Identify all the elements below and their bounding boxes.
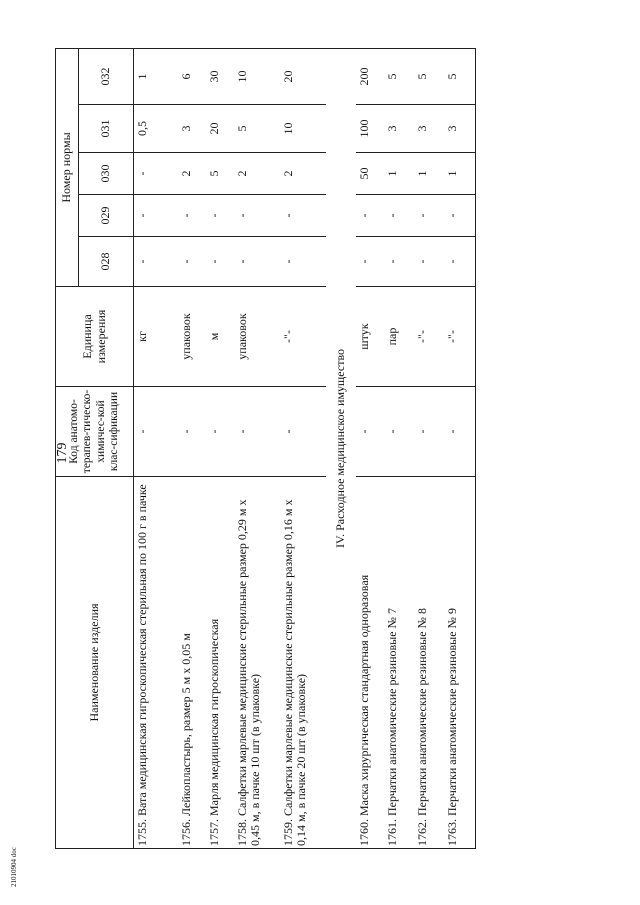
item-code: - — [414, 387, 444, 477]
item-number: 1759. — [280, 819, 295, 846]
item-number: 1763. — [444, 819, 459, 846]
norm-028-value: - — [206, 237, 234, 287]
item-unit: -"- — [414, 287, 444, 387]
norm-029-value: - — [280, 195, 326, 237]
item-code: - — [206, 387, 234, 477]
header-norm-029: 029 — [79, 195, 134, 237]
norm-031-value: 5 — [234, 105, 280, 153]
norm-029-value: - — [178, 195, 206, 237]
norm-031-value: 3 — [444, 105, 476, 153]
norm-030-value: 1 — [414, 153, 444, 195]
norm-028-value: - — [384, 237, 414, 287]
item-unit: упаковок — [178, 287, 206, 387]
header-norm-031: 031 — [79, 105, 134, 153]
norm-032-value: 20 — [280, 48, 326, 104]
norm-030-value: 2 — [280, 153, 326, 195]
norm-030-value: 2 — [234, 153, 280, 195]
norm-030-value: 2 — [178, 153, 206, 195]
footer-code: 21010904 doc — [10, 847, 18, 887]
norm-031-value: 3 — [384, 105, 414, 153]
norm-031-value: 10 — [280, 105, 326, 153]
item-code: - — [178, 387, 206, 477]
item-name: Салфетки марлевые медицинские стерильные размер 0,16 м х 0,14 м, в пачке 20 шт (в упаковке) — [280, 499, 309, 846]
item-number: 1762. — [414, 819, 429, 846]
norm-028-value: - — [280, 237, 326, 287]
norm-032-value: 200 — [356, 48, 384, 104]
item-name-cell — [384, 477, 414, 849]
item-name: Лейкопластырь, размер 5 м х 0,05 м — [178, 633, 193, 816]
norm-032-value: 1 — [134, 48, 178, 104]
item-unit: -"- — [444, 287, 476, 387]
item-code: - — [134, 387, 178, 477]
item-unit: штук — [356, 287, 384, 387]
header-norm-group: Номер нормы — [56, 48, 79, 286]
item-unit: -"- — [280, 287, 326, 387]
item-unit: м — [206, 287, 234, 387]
table-body — [134, 48, 476, 848]
item-name: Вата медицинская гигроскопическая стерильная по 100 г в пачке — [135, 484, 149, 816]
item-name-cell — [234, 477, 280, 849]
item-code: - — [384, 387, 414, 477]
item-name: Марля медицинская гигроскопическая — [206, 618, 221, 816]
norm-029-value: - — [134, 195, 178, 237]
header-code: Код анатомо-терапев-тическо-химичес-кой клас-сификации — [56, 387, 134, 477]
item-code: - — [234, 387, 280, 477]
norm-030-value: 50 — [356, 153, 384, 195]
table-row — [356, 48, 384, 848]
item-name-cell — [444, 477, 476, 849]
norm-029-value: - — [356, 195, 384, 237]
section-title: IV. Расходное медицинское имущество — [326, 48, 356, 848]
header-name: Наименование изделия — [56, 477, 134, 849]
item-name-cell — [414, 477, 444, 849]
item-name-cell — [206, 477, 234, 849]
item-number: 1757. — [206, 819, 221, 846]
item-unit: упаковок — [234, 287, 280, 387]
table-row — [134, 48, 178, 848]
norms-table — [55, 48, 476, 849]
item-code: - — [444, 387, 476, 477]
norm-032-value: 30 — [206, 48, 234, 104]
table-row — [414, 48, 444, 848]
table-row — [280, 48, 326, 848]
norm-032-value: 5 — [414, 48, 444, 104]
norm-032-value: 5 — [384, 48, 414, 104]
item-name-cell — [178, 477, 206, 849]
header-norm-032: 032 — [79, 48, 134, 104]
norm-029-value: - — [414, 195, 444, 237]
norm-029-value: - — [444, 195, 476, 237]
norm-028-value: - — [178, 237, 206, 287]
item-name: Перчатки анатомические резиновые № 7 — [384, 607, 399, 816]
header-norm-028: 028 — [79, 237, 134, 287]
item-number: 1760. — [356, 819, 371, 846]
norm-030-value: 5 — [206, 153, 234, 195]
table-row — [444, 48, 476, 848]
item-number: 1755. — [135, 819, 149, 846]
norm-028-value: - — [134, 237, 178, 287]
item-number: 1761. — [384, 819, 399, 846]
norm-029-value: - — [206, 195, 234, 237]
table-row — [206, 48, 234, 848]
item-name-cell — [280, 477, 326, 849]
norm-028-value: - — [356, 237, 384, 287]
norm-032-value: 6 — [178, 48, 206, 104]
norm-029-value: - — [234, 195, 280, 237]
item-code: - — [280, 387, 326, 477]
norm-028-value: - — [444, 237, 476, 287]
item-number: 1756. — [178, 819, 193, 846]
norm-028-value: - — [234, 237, 280, 287]
item-unit: пар — [384, 287, 414, 387]
header-unit: Единица измерения — [56, 287, 134, 387]
section-row — [326, 48, 356, 848]
item-name: Маска хирургическая стандартная одноразовая — [356, 574, 371, 816]
norm-032-value: 5 — [444, 48, 476, 104]
header-norm-030: 030 — [79, 153, 134, 195]
item-name: Перчатки анатомические резиновые № 9 — [444, 607, 459, 816]
norm-031-value: 20 — [206, 105, 234, 153]
item-name-cell — [356, 477, 384, 849]
item-code: - — [356, 387, 384, 477]
item-number: 1758. — [234, 819, 249, 846]
item-name-cell — [134, 477, 178, 849]
norm-028-value: - — [414, 237, 444, 287]
norm-029-value: - — [384, 195, 414, 237]
norm-030-value: 1 — [444, 153, 476, 195]
item-name: Перчатки анатомические резиновые № 8 — [414, 607, 429, 816]
item-name: Салфетки марлевые медицинские стерильные размер 0,29 м х 0,45 м, в пачке 10 шт (в упаковке) — [234, 499, 263, 846]
norm-032-value: 10 — [234, 48, 280, 104]
norm-031-value: 3 — [414, 105, 444, 153]
norm-030-value: 1 — [384, 153, 414, 195]
norm-031-value: 3 — [178, 105, 206, 153]
table-row — [178, 48, 206, 848]
page-number: 179 — [55, 442, 70, 464]
table-row — [384, 48, 414, 848]
norm-030-value: - — [134, 153, 178, 195]
table-row — [234, 48, 280, 848]
norm-031-value: 0,5 — [134, 105, 178, 153]
norm-031-value: 100 — [356, 105, 384, 153]
item-unit: кг — [134, 287, 178, 387]
